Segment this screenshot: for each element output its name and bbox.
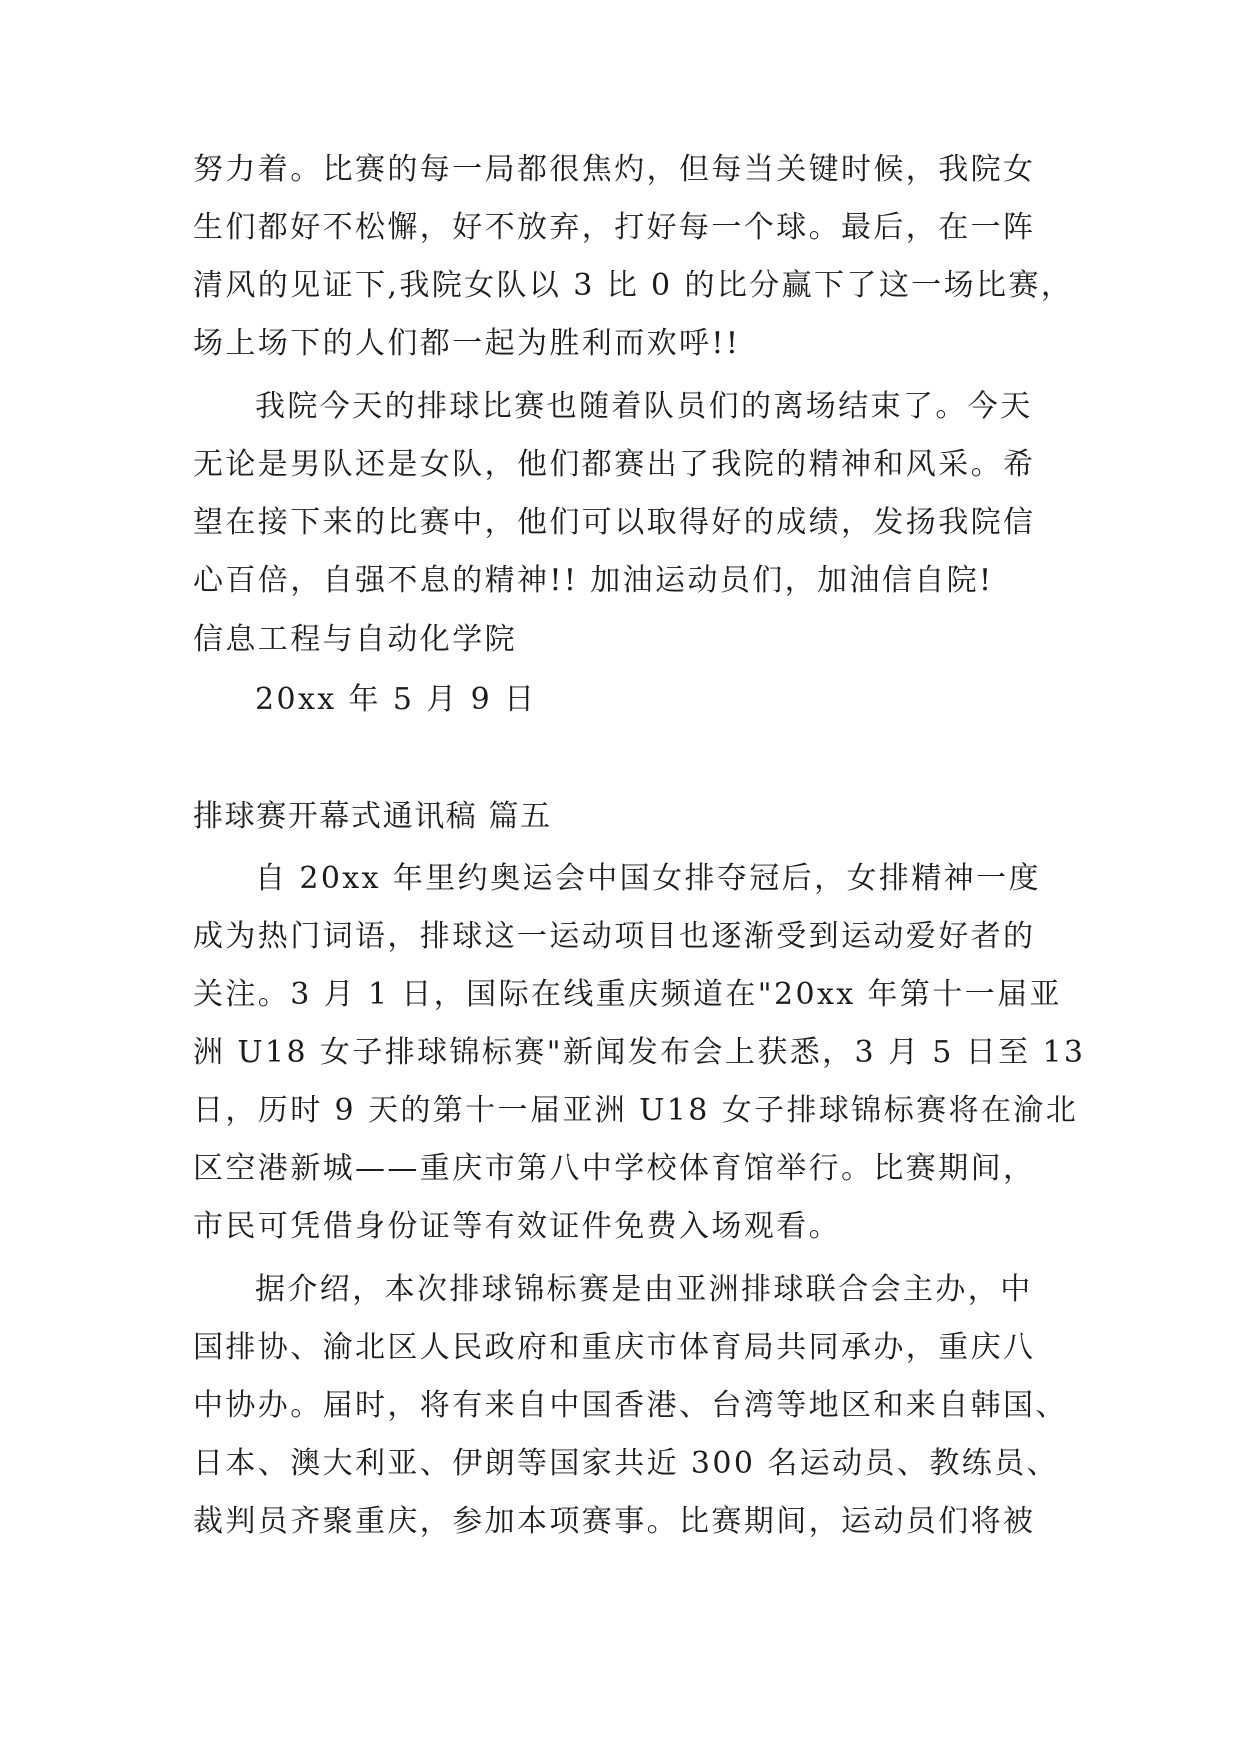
- paragraph-line: 自 20xx 年里约奥运会中国女排夺冠后，女排精神一度: [255, 861, 1041, 896]
- paragraph-line: 区空港新城——重庆市第八中学校体育馆举行。比赛期间，: [193, 1151, 1036, 1186]
- paragraph-line: 关注。3 月 1 日，国际在线重庆频道在"20xx 年第十一届亚: [193, 977, 1062, 1012]
- paragraph-line: 日本、澳大利亚、伊朗等国家共近 300 名运动员、教练员、: [193, 1446, 1059, 1481]
- section-title: 排球赛开幕式通讯稿 篇五: [193, 799, 552, 834]
- paragraph-line: 我院今天的排球比赛也随着队员们的离场结束了。今天: [255, 389, 1033, 424]
- paragraph-line: 日，历时 9 天的第十一届亚洲 U18 女子排球锦标赛将在渝北: [193, 1093, 1079, 1128]
- paragraph-line: 场上场下的人们都一起为胜利而欢呼!!: [193, 326, 741, 361]
- paragraph-line: 成为热门词语，排球这一运动项目也逐渐受到运动爱好者的: [193, 919, 1036, 954]
- paragraph-line: 心百倍，自强不息的精神!! 加油运动员们，加油信自院!: [193, 563, 994, 598]
- paragraph-line: 国排协、渝北区人民政府和重庆市体育局共同承办，重庆八: [193, 1330, 1036, 1365]
- paragraph-line: 裁判员齐聚重庆，参加本项赛事。比赛期间，运动员们将被: [193, 1504, 1036, 1539]
- paragraph-line: 努力着。比赛的每一局都很焦灼，但每当关键时候，我院女: [193, 152, 1036, 187]
- paragraph-line: 无论是男队还是女队，他们都赛出了我院的精神和风采。希: [193, 447, 1036, 482]
- signature-org: 信息工程与自动化学院: [193, 622, 517, 657]
- paragraph-line: 望在接下来的比赛中，他们可以取得好的成绩，发扬我院信: [193, 505, 1036, 540]
- signature-date: 20xx 年 5 月 9 日: [255, 682, 537, 717]
- paragraph-line: 据介绍，本次排球锦标赛是由亚洲排球联合会主办，中: [255, 1272, 1033, 1307]
- paragraph-line: 洲 U18 女子排球锦标赛"新闻发布会上获悉，3 月 5 日至 13: [193, 1035, 1086, 1070]
- paragraph-line: 生们都好不松懈，好不放弃，打好每一个球。最后，在一阵: [193, 210, 1036, 245]
- paragraph-line: 清风的见证下,我院女队以 3 比 0 的比分赢下了这一场比赛，: [193, 268, 1074, 303]
- paragraph-line: 市民可凭借身份证等有效证件免费入场观看。: [193, 1209, 841, 1244]
- paragraph-line: 中协办。届时，将有来自中国香港、台湾等地区和来自韩国、: [193, 1388, 1068, 1423]
